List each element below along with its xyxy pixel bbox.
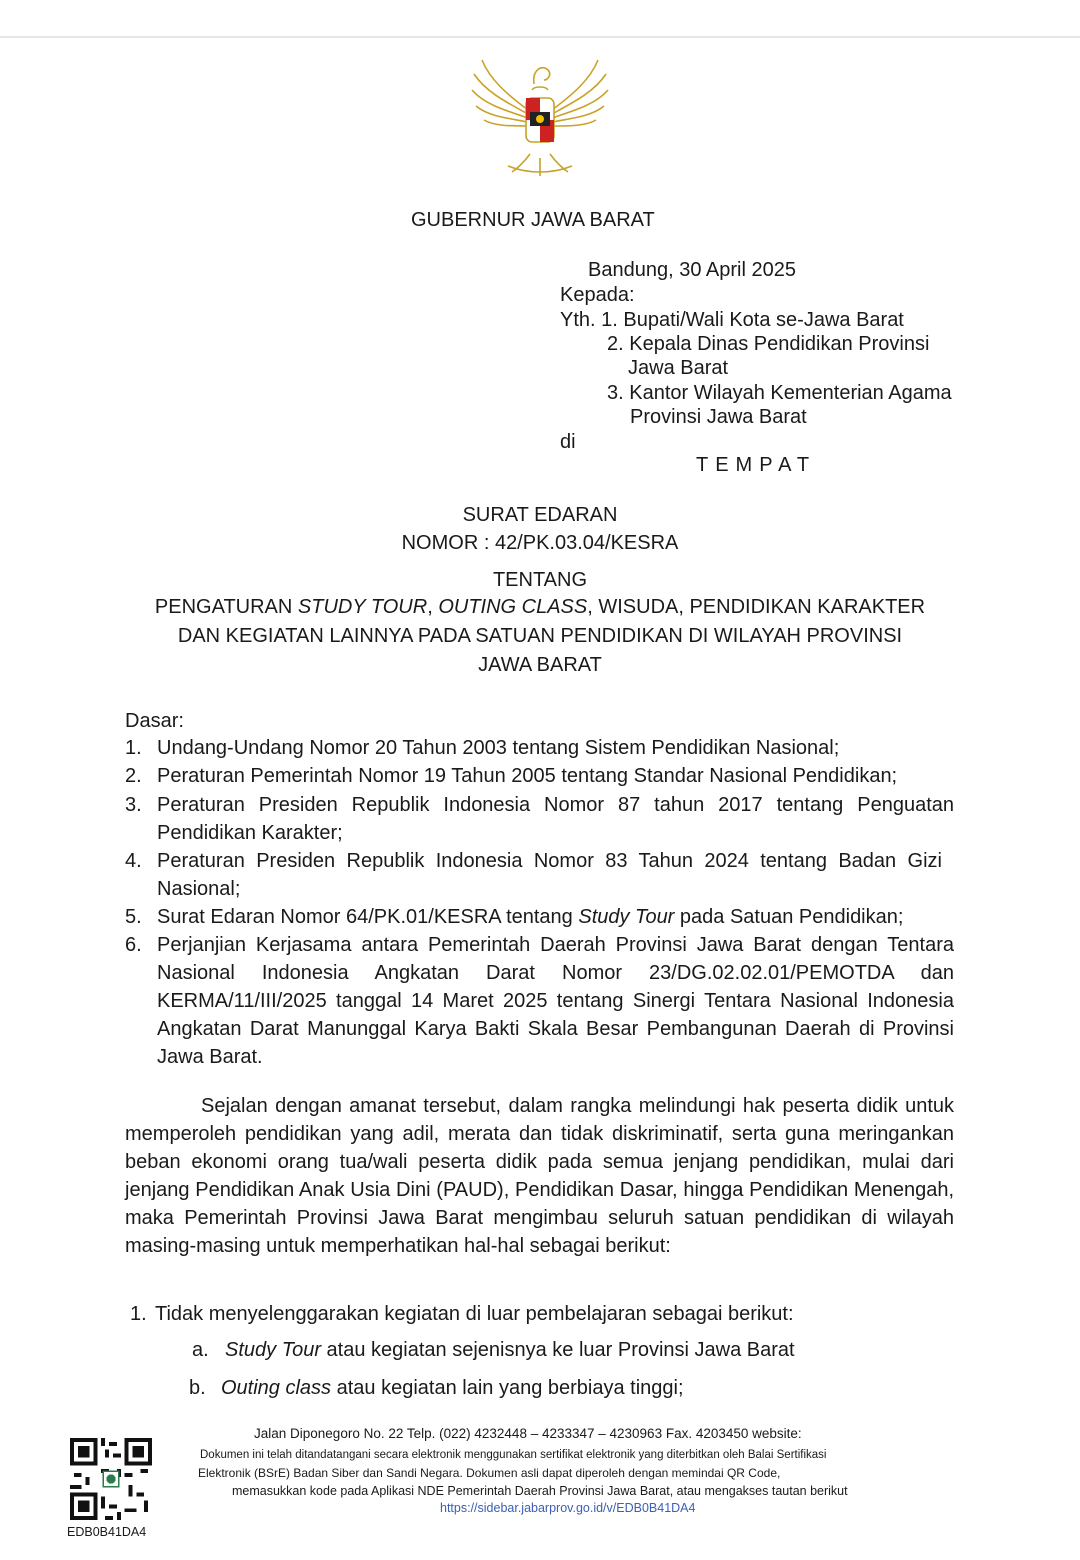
- garuda-emblem: [468, 50, 612, 182]
- list-number: 6.: [125, 934, 142, 956]
- subject-line-1: PENGATURAN STUDY TOUR, OUTING CLASS, WISUDA, PENDIDIKAN KARAKTER: [154, 596, 926, 618]
- dasar-heading: Dasar:: [125, 710, 184, 732]
- body-paragraph: Sejalan dengan amanat tersebut, dalam rangka melindungi hak peserta didik untuk memperoleh pendidikan yang adil, merata dan tidak diskriminatif, serta guna meringankan beban ekonomi orang tua/wali peserta didik pada semua jenjang pendidikan, mulai dari jenjang Pendidikan Anak Usia Dini (PAUD), Pendidikan Dasar, hingga Pendidikan Menengah, maka Pemerintah Provinsi Jawa Barat mengimbau seluruh satuan pendidikan di wilayah masing-masing untuk memperhatikan hal-hal sebagai berikut:: [125, 1095, 954, 1257]
- list-item: Surat Edaran Nomor 64/PK.01/KESRA tentang Study Tour pada Satuan Pendidikan;: [157, 906, 904, 928]
- list-item: Undang-Undang Nomor 20 Tahun 2003 tentang Sistem Pendidikan Nasional;: [157, 737, 840, 759]
- recipient-line: 3. Kantor Wilayah Kementerian Agama: [607, 382, 952, 404]
- list-number: 5.: [125, 906, 142, 928]
- sub-point-text: Study Tour atau kegiatan sejenisnya ke luar Provinsi Jawa Barat: [225, 1339, 795, 1361]
- subject-line-3: JAWA BARAT: [478, 654, 602, 676]
- tempat-label: TEMPAT: [696, 454, 817, 476]
- list-number: 4.: [125, 850, 142, 872]
- footer-disclaimer: Elektronik (BSrE) Badan Siber dan Sandi Negara. Dokumen asli dapat diperoleh dengan memindai QR Code,: [198, 1466, 781, 1480]
- di-label: di: [560, 431, 576, 453]
- doc-number: NOMOR : 42/PK.03.04/KESRA: [401, 532, 679, 554]
- qr-code-icon: [70, 1438, 152, 1520]
- tentang-label: TENTANG: [492, 569, 588, 591]
- footer-disclaimer: Dokumen ini telah ditandatangani secara elektronik menggunakan sertifikat elektronik yang diterbitkan oleh Balai Sertifikasi: [200, 1449, 827, 1461]
- kepada-label: Kepada:: [560, 284, 635, 306]
- sub-point-text: Outing class atau kegiatan lain yang berbiaya tinggi;: [221, 1377, 684, 1399]
- sub-point-number: a.: [192, 1339, 209, 1361]
- recipient-line: Jawa Barat: [628, 357, 729, 379]
- list-number: 3.: [125, 794, 142, 816]
- doc-type: SURAT EDARAN: [462, 504, 618, 526]
- sub-point-number: b.: [189, 1377, 206, 1399]
- list-item: Perjanjian Kerjasama antara Pemerintah Daerah Provinsi Jawa Barat dengan Tentara Nasional Indonesia Angkatan Darat Nomor 23/DG.02.02.01/PEMOTDA dan KERMA/11/III/2025 tanggal 14 Maret 2025 tentang Sinergi Tentara Nasional Indonesia Angkatan Darat Manunggal Karya Bakti Skala Besar Pembangunan Daerah di Provinsi Jawa Barat.: [157, 934, 954, 1068]
- letterhead-title: GUBERNUR JAWA BARAT: [411, 209, 655, 231]
- footer-address: Jalan Diponegoro No. 22 Telp. (022) 4232448 – 4233347 – 4230963 Fax. 4203450 website:: [254, 1426, 802, 1441]
- list-item: Peraturan Pemerintah Nomor 19 Tahun 2005 tentang Standar Nasional Pendidikan;: [157, 765, 898, 787]
- point-text: Tidak menyelenggarakan kegiatan di luar pembelajaran sebagai berikut:: [155, 1303, 794, 1325]
- list-item: Peraturan Presiden Republik Indonesia Nomor 87 tahun 2017 tentang Penguatan Pendidikan Karakter;: [157, 794, 954, 844]
- verification-link[interactable]: https://sidebar.jabarprov.go.id/v/EDB0B41DA4: [440, 1501, 696, 1515]
- recipient-line: 2. Kepala Dinas Pendidikan Provinsi: [607, 333, 930, 355]
- recipient-line: Provinsi Jawa Barat: [630, 406, 807, 428]
- recipient-line: Yth. 1. Bupati/Wali Kota se-Jawa Barat: [560, 309, 904, 331]
- point-number: 1.: [130, 1303, 147, 1325]
- list-number: 2.: [125, 765, 142, 787]
- top-divider: [0, 36, 1080, 38]
- subject-line-2: DAN KEGIATAN LAINNYA PADA SATUAN PENDIDIKAN DI WILAYAH PROVINSI: [177, 625, 903, 647]
- qr-code-label: EDB0B41DA4: [67, 1525, 147, 1539]
- list-number: 1.: [125, 737, 142, 759]
- list-item: Peraturan Presiden Republik Indonesia Nomor 83 Tahun 2024 tentang Badan Gizi Nasional;: [157, 850, 942, 900]
- letter-date: Bandung, 30 April 2025: [588, 259, 796, 281]
- footer-disclaimer: memasukkan kode pada Aplikasi NDE Pemerintah Daerah Provinsi Jawa Barat, atau mengakses tautan berikut: [232, 1484, 848, 1498]
